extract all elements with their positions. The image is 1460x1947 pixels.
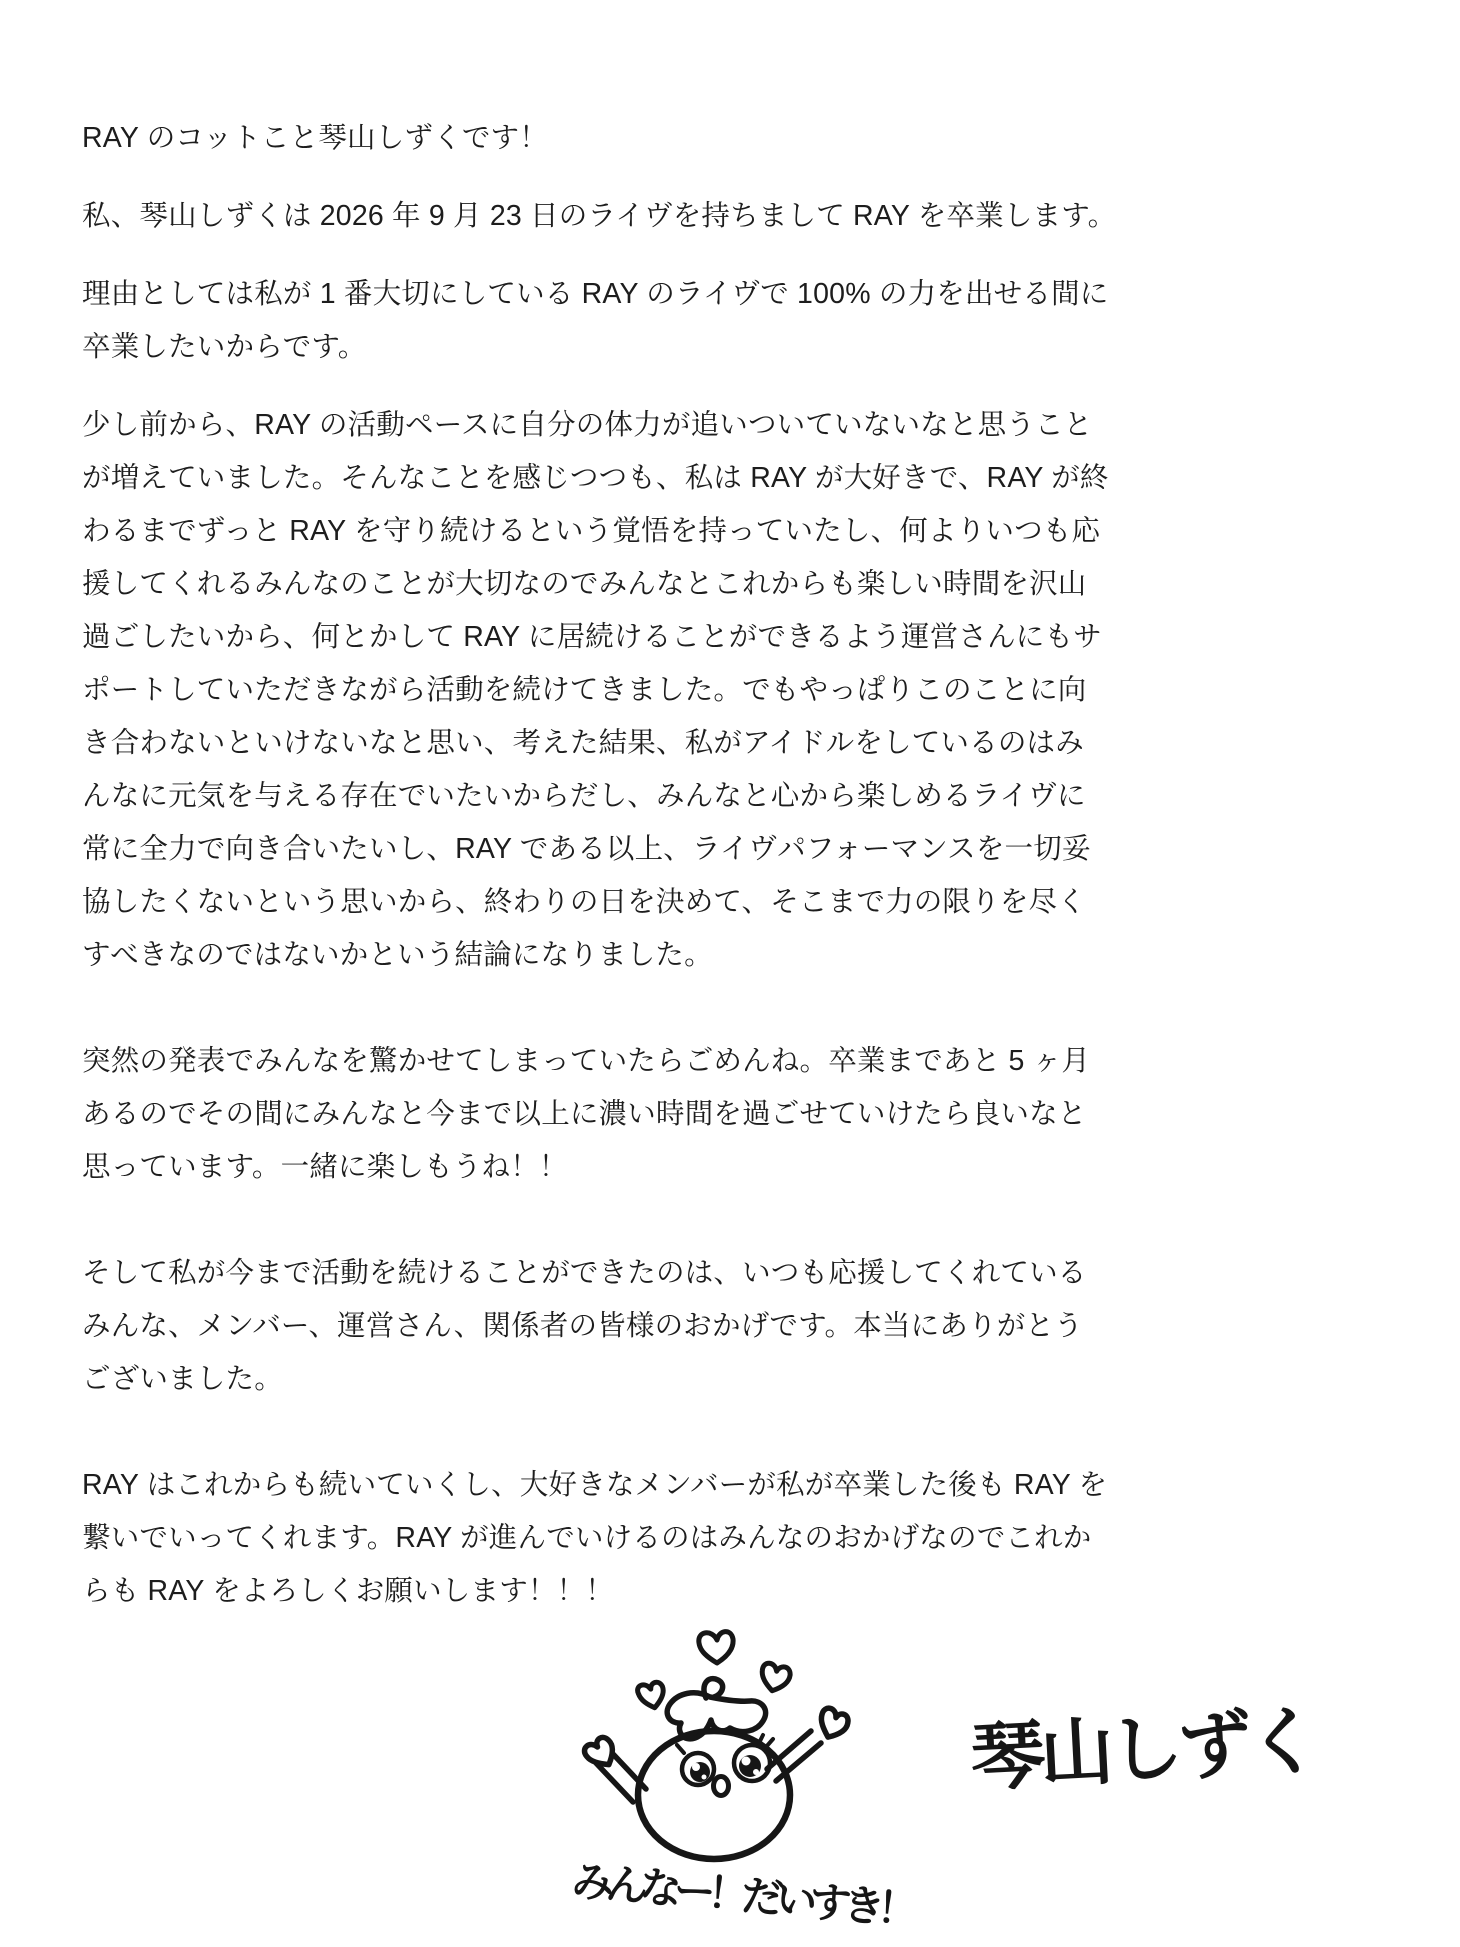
text-line: 常に全力で向き合いたいし、RAY である以上、ライヴパフォーマンスを一切妥 bbox=[82, 833, 1091, 865]
text-line: みんな、メンバー、運営さん、関係者の皆様のおかげです。本当にありがとう bbox=[82, 1310, 1083, 1342]
text-line: 繋いでいってくれます。RAY が進んでいけるのはみんなのおかげなのでこれか bbox=[82, 1522, 1092, 1554]
text-line: 援してくれるみんなのことが大切なのでみんなとこれからも楽しい時間を沢山 bbox=[82, 568, 1087, 600]
paragraph bbox=[82, 1459, 1108, 1618]
text-line: あるのでその間にみんなと今まで以上に濃い時間を過ごせていけたら良いなと bbox=[82, 1098, 1087, 1130]
text-line: 少し前から、RAY の活動ペースに自分の体力が追いついていないなと思うこと bbox=[82, 409, 1093, 441]
text-line: すべきなのではないかという結論になりました。 bbox=[82, 939, 713, 971]
text-line: 卒業したいからです。 bbox=[82, 331, 367, 363]
text-line: そして私が今まで活動を続けることができたのは、いつも応援してくれている bbox=[82, 1257, 1087, 1289]
doodle-caption: みんなー！だいすき！ bbox=[570, 1856, 913, 1934]
paragraph bbox=[82, 112, 1092, 165]
text-line: RAY はこれからも続いていくし、大好きなメンバーが私が卒業した後も RAY を bbox=[82, 1469, 1108, 1501]
text-line: 協したくないという思いから、終わりの日を決めて、そこまで力の限りを尽く bbox=[82, 886, 1086, 918]
text-line: 理由としては私が 1 番大切にしている RAY のライヴで 100% の力を出せる間に bbox=[82, 278, 1109, 310]
text-line: RAY のコットこと琴山しずくです！ bbox=[82, 122, 548, 154]
text-line: んなに元気を与える存在でいたいからだし、みんなと心から楽しめるライヴに bbox=[82, 780, 1086, 812]
signature: 琴山しずく bbox=[968, 1698, 1318, 1800]
mascot-leaf-hat bbox=[667, 1679, 765, 1739]
paragraph bbox=[82, 190, 1117, 243]
mascot-left-eye bbox=[677, 1745, 714, 1785]
text-line: 過ごしたいから、何とかして RAY に居続けることができるよう運営さんにもサ bbox=[82, 621, 1102, 653]
mascot-body bbox=[638, 1731, 790, 1859]
text-line: ポートしていただきながら活動を続けてきました。でもやっぱりこのことに向 bbox=[82, 674, 1087, 706]
mascot-left-arm bbox=[582, 1735, 646, 1802]
text-line: ございました。 bbox=[82, 1363, 283, 1395]
text-line: 私、琴山しずくは 2026 年 9 月 23 日のライヴを持ちまして RAY を卒業します。 bbox=[82, 200, 1117, 232]
text-line: き合わないといけないなと思い、考えた結果、私がアイドルをしているのはみ bbox=[82, 727, 1084, 759]
paragraph bbox=[82, 268, 1109, 374]
heart-icon bbox=[637, 1632, 792, 1711]
paragraph bbox=[82, 1035, 1092, 1194]
paragraph bbox=[82, 1247, 1092, 1406]
mascot-mouth bbox=[714, 1777, 729, 1796]
text-line: らも RAY をよろしくお願いします！！！ bbox=[82, 1575, 615, 1607]
text-line: わるまでずっと RAY を守り続けるという覚悟を持っていたし、何よりいつも応 bbox=[82, 515, 1101, 547]
text-line: 突然の発表でみんなを驚かせてしまっていたらごめんね。卒業まであと 5 ヶ月 bbox=[82, 1045, 1091, 1077]
mascot-right-eye bbox=[734, 1735, 773, 1781]
text-line: が増えていました。そんなことを感じつつも、私は RAY が大好きで、RAY が終 bbox=[82, 462, 1109, 494]
paragraph bbox=[82, 399, 1109, 982]
letter-body bbox=[82, 112, 1117, 1618]
text-line: 思っています。一緒に楽しもうね！！ bbox=[82, 1151, 568, 1183]
mascot-right-arm bbox=[767, 1706, 851, 1781]
